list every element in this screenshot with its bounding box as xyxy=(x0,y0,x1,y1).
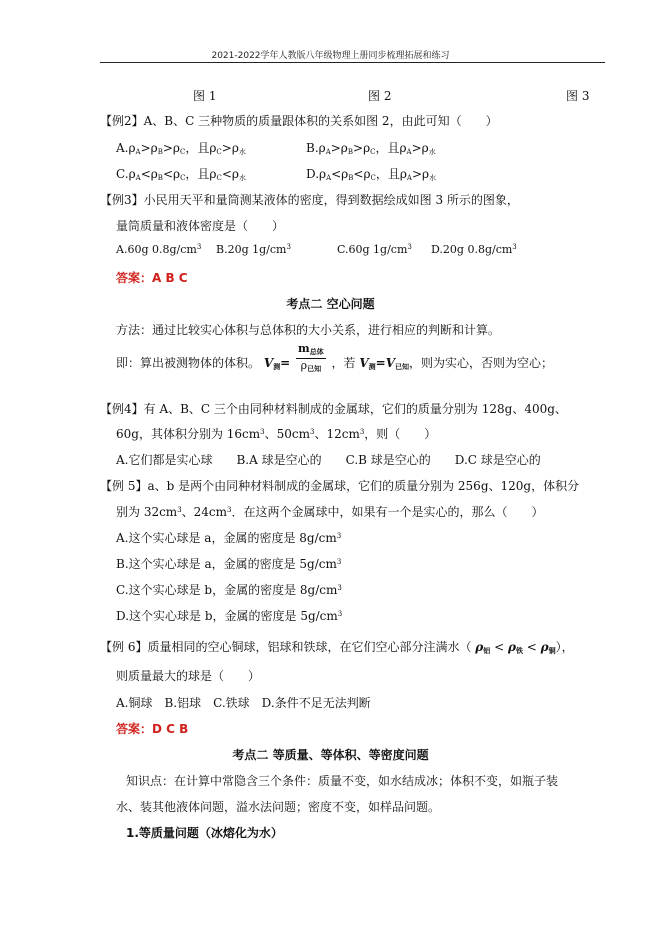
section-hollow-method: 方法：通过比较实心体积与总体积的大小关系，进行相应的判断和计算。 xyxy=(116,323,501,337)
example-6-options: A.铜球 B.铝球 C.铁球 D.条件不足无法判断 xyxy=(116,696,371,710)
example-3-option-a: A.60g $0.8g/cm^3$ xyxy=(116,243,202,256)
example-5-option-c: C.这个实心球是 b，金属的密度是 $8g/cm^3$ xyxy=(116,583,342,597)
example-3-option-d: D.20g $0.8g/cm^3$ xyxy=(431,243,517,256)
example-5-stem-line-2: 别为 $32cm^3$、$24cm^3$．在这两个金属球中，如果有一个是实心的，那么（ ） xyxy=(116,505,544,519)
page-header: 2021-2022学年人教版八年级物理上册同步梳理拓展和练习 xyxy=(211,51,450,61)
example-3-stem-line-2: 量筒质量和液体密度是（ ） xyxy=(116,219,285,233)
example-6-stem-line-2: 则质量最大的球是（ ） xyxy=(116,669,261,683)
density-fraction: $\frac{m_{总体}}{\rho_{已知}}$ xyxy=(298,342,324,373)
section-hollow-formula: 即：算出被测物体的体积。 $V_测=$ $\frac{m_{总体}}{\rho_{已知}}$ ，若 $V_测=V_{已知}$，则为实心，否则为空心； xyxy=(116,342,554,373)
header-rule xyxy=(100,62,605,63)
example-3-stem-line-1: 【例3】小民用天平和量筒测某液体的密度，得到数据绘成如图 3 所示的图象， xyxy=(100,193,519,207)
example-2-option-a: $A.\rho_A>\rho_B>\rho_C$，且$\rho_C>\rho_水$ xyxy=(116,141,246,156)
section-equal-knowledge-line-2: 水、装其他液体问题，溢水法问题；密度不变，如样品问题。 xyxy=(116,800,441,814)
example-2-stem: 【例2】A、B、C 三种物质的质量跟体积的关系如图 2，由此可知（ ） xyxy=(100,114,498,128)
example-4-stem-line-1: 【例4】有 A、B、C 三个由同种材料制成的金属球，它们的质量分别为 128g、400g、 xyxy=(100,402,567,416)
example-6-stem-line-1: 【例 6】质量相同的空心铜球，铝球和铁球，在它们空心部分注满水（ $\rho_铝 < \rho_铁 < \rho_铜$）， xyxy=(100,640,574,655)
section-hollow-title: 考点二 空心问题 xyxy=(286,297,375,311)
example-3-option-c: C.60g $1g/cm^3$ xyxy=(337,243,412,256)
answer-1: 答案：A B C xyxy=(116,271,188,285)
example-3-option-b: B.20g $1g/cm^3$ xyxy=(216,243,291,256)
section-equal-title: 考点二 等质量、等体积、等密度问题 xyxy=(232,748,429,762)
example-4-stem-line-2: 60g，其体积分别为 $16cm^3$、$50cm^3$、$12cm^3$，则（ ） xyxy=(116,427,437,441)
section-equal-subheading-1: 1.等质量问题（冰熔化为水） xyxy=(126,826,283,840)
example-5-option-d: D.这个实心球是 b，金属的密度是 $5g/cm^3$ xyxy=(116,609,343,623)
example-5-option-b: B.这个实心球是 a，金属的密度是 $5g/cm^3$ xyxy=(116,557,342,571)
section-equal-knowledge-line-1: 知识点：在计算中常隐含三个条件：质量不变，如水结成冰；体积不变，如瓶子装 xyxy=(126,774,559,788)
example-4-options: A.它们都是实心球 B.A 球是空心的 C.B 球是空心的 D.C 球是空心的 xyxy=(116,453,541,467)
example-5-option-a: A.这个实心球是 a，金属的密度是 $8g/cm^3$ xyxy=(116,531,342,545)
example-2-option-c: $C.\rho_A<\rho_B<\rho_C$，且$\rho_C<\rho_水$ xyxy=(116,167,246,182)
figure-3-label: 图 3 xyxy=(566,89,590,103)
example-5-stem-line-1: 【例 5】a、b 是两个由同种材料制成的金属球，它们的质量分别为 256g、120g，体积分 xyxy=(100,479,580,493)
figure-1-label: 图 1 xyxy=(193,89,217,103)
answer-2: 答案：D C B xyxy=(116,722,189,736)
figure-2-label: 图 2 xyxy=(368,89,392,103)
example-2-option-d: $D.\rho_A<\rho_B<\rho_C$，且$\rho_A>\rho_水$ xyxy=(306,167,437,182)
example-2-option-b: $B.\rho_A>\rho_B>\rho_C$，且$\rho_A>\rho_水$ xyxy=(306,141,436,156)
